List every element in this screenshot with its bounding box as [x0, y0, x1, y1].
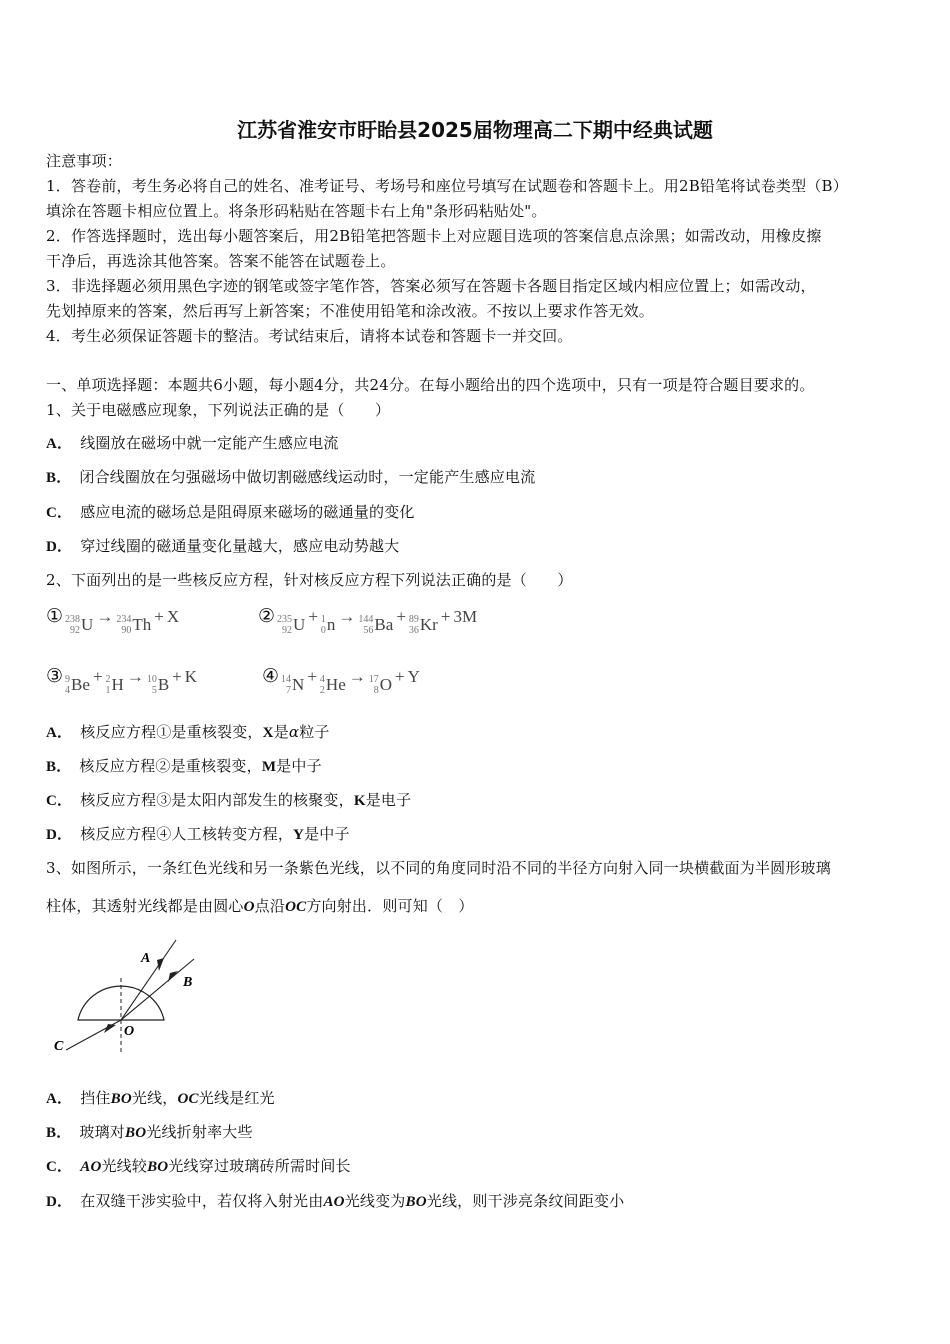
nuclide — [358, 614, 393, 636]
operator: → — [348, 667, 366, 686]
atomic-number: 2 — [319, 685, 325, 696]
option-var: M — [261, 759, 277, 775]
nuclide — [65, 674, 90, 696]
q2-option-c — [46, 790, 411, 811]
mass-number: 2 — [105, 674, 111, 685]
atomic-number: 36 — [408, 625, 419, 636]
option-text: 是 — [273, 723, 289, 741]
nuclide — [321, 614, 336, 636]
nuclide-symbol: Kr — [419, 615, 438, 634]
q2-option-a — [46, 722, 330, 743]
atomic-number: 5 — [151, 685, 157, 696]
nuclide — [453, 607, 477, 627]
equation-number: ③ — [46, 666, 64, 687]
nuclide — [277, 614, 305, 636]
option-label: C． — [46, 793, 73, 809]
option-text: 核反应方程①是重核裂变， — [80, 723, 263, 741]
option-text: 核反应方程④人工核转变方程， — [80, 825, 294, 843]
nuclide — [65, 614, 93, 636]
nuclide-numbers — [277, 614, 292, 636]
nuclide — [167, 607, 179, 627]
mass-number: 10 — [146, 674, 157, 685]
nuclide-symbol: X — [166, 607, 180, 626]
option-label: D． — [46, 1194, 73, 1210]
option-label: D． — [46, 539, 73, 555]
atomic-number: 56 — [363, 625, 374, 636]
operator: + — [440, 607, 451, 626]
mass-number: 235 — [277, 614, 293, 625]
operator: + — [172, 667, 182, 686]
q1-option-c — [46, 502, 415, 523]
option-text: 挡住 — [80, 1089, 111, 1107]
mass-number: 144 — [358, 614, 374, 625]
option-var: BO — [405, 1194, 427, 1210]
stem-text: 方向射出．则可知（ ） — [306, 897, 474, 915]
option-text: 粒子 — [299, 723, 330, 741]
operator: + — [307, 667, 317, 686]
atomic-number: 4 — [65, 685, 71, 696]
nuclide-symbol: He — [325, 675, 346, 694]
nuclide-symbol: 3M — [453, 607, 478, 626]
option-label: B． — [46, 759, 72, 775]
note-line: 2．作答选择题时，选出每小题答案后，用2B铅笔把答题卡上对应题目选项的答案信息点涂黑；如需改动，用橡皮擦 — [46, 227, 822, 245]
option-text: 穿过线圈的磁通量变化量越大，感应电动势越大 — [80, 537, 400, 555]
option-text: 线圈放在磁场中就一定能产生感应电流 — [80, 434, 339, 452]
stem-var: OC — [285, 899, 307, 915]
atomic-number: 92 — [70, 625, 81, 636]
nuclide — [281, 674, 304, 696]
nuclide-symbol: B — [157, 675, 170, 694]
option-label: A． — [46, 725, 73, 741]
option-var: α — [288, 723, 300, 741]
nuclide-symbol: Ba — [374, 615, 394, 634]
mass-number: 4 — [319, 674, 325, 685]
mass-number: 17 — [368, 674, 379, 685]
question-1-stem: 1、关于电磁感应现象，下列说法正确的是（ ） — [46, 401, 391, 419]
option-label: D． — [46, 827, 73, 843]
option-var: BO — [125, 1125, 147, 1141]
nuclide — [106, 674, 124, 696]
q1-option-a — [46, 433, 339, 454]
nuclide — [185, 667, 197, 687]
note-line: 干净后，再选涂其他答案。答案不能答在试题卷上。 — [46, 252, 396, 270]
option-text: 在双缝干涉实验中，若仅将入射光由 — [80, 1192, 324, 1210]
nuclide-numbers — [65, 614, 80, 636]
option-text: 核反应方程③是太阳内部发生的核聚变， — [80, 791, 354, 809]
arrow-icon — [168, 971, 178, 982]
atomic-number: 7 — [286, 685, 292, 696]
option-label: C． — [46, 505, 73, 521]
refraction-diagram — [40, 930, 220, 1060]
q2-option-b — [46, 756, 322, 777]
operator: → — [126, 667, 144, 686]
ray-c — [66, 1020, 121, 1050]
nuclide-numbers — [106, 674, 111, 696]
atomic-number: 92 — [282, 625, 293, 636]
nuclide-numbers — [116, 614, 131, 636]
operator: → — [338, 607, 356, 626]
nuclide-symbol: n — [326, 615, 336, 634]
question-2-stem: 2、下面列出的是一些核反应方程，针对核反应方程下列说法正确的是（ ） — [46, 571, 573, 589]
nuclide — [369, 674, 392, 696]
equation-1 — [46, 605, 179, 636]
option-text: 光线，则干涉亮条纹间距变小 — [426, 1192, 625, 1210]
mass-number: 238 — [65, 614, 81, 625]
label-c: C — [54, 1039, 64, 1054]
option-var: BO — [110, 1091, 132, 1107]
operator: + — [92, 667, 103, 686]
stem-var: O — [243, 899, 255, 915]
label-b: B — [183, 975, 193, 990]
nuclide — [320, 674, 346, 696]
page-title: 江苏省淮安市盱眙县2025届物理高二下期中经典试题 — [237, 118, 713, 142]
mass-number: 9 — [65, 674, 71, 685]
option-text: 光线折射率大些 — [146, 1123, 253, 1141]
nuclide-numbers — [147, 674, 157, 696]
nuclide-symbol: K — [184, 667, 198, 686]
nuclide-symbol: N — [292, 675, 305, 694]
option-var: X — [262, 725, 274, 741]
note-line: 先划掉原来的答案，然后再写上新答案；不准使用铅笔和涂改液。不按以上要求作答无效。 — [46, 302, 655, 320]
atomic-number: 1 — [105, 685, 111, 696]
mass-number: 234 — [116, 614, 132, 625]
question-3-stem: 3、如图所示，一条红色光线和另一条紫色光线，以不同的角度同时沿不同的半径方向射入同一块横截面为半圆形玻璃 — [46, 859, 831, 877]
equation-3 — [46, 665, 197, 696]
option-label: A． — [46, 1091, 73, 1107]
operator: + — [308, 607, 318, 626]
q1-option-d — [46, 536, 399, 557]
nuclide-symbol: H — [111, 675, 124, 694]
option-text: 是中子 — [276, 757, 322, 775]
nuclide — [409, 614, 438, 636]
mass-number: 1 — [320, 614, 326, 625]
q3-option-d — [46, 1191, 624, 1212]
nuclide-numbers — [369, 674, 379, 696]
operator: + — [395, 667, 405, 686]
q3-option-a — [46, 1088, 275, 1109]
nuclide — [408, 667, 420, 687]
mass-number: 89 — [408, 614, 419, 625]
atomic-number: 0 — [320, 625, 326, 636]
option-var: Y — [293, 827, 305, 843]
notes-heading: 注意事项： — [46, 152, 123, 170]
nuclide-symbol: Y — [407, 667, 420, 686]
option-text: 是电子 — [365, 791, 412, 809]
note-line: 1．答卷前，考生务必将自己的姓名、准考证号、考场号和座位号填写在试题卷和答题卡上。用2B铅笔将试卷类型（B） — [46, 177, 848, 195]
atomic-number: 8 — [373, 685, 379, 696]
arrow-icon — [157, 958, 164, 971]
note-line: 3．非选择题必须用黑色字迹的钢笔或签字笔作答，答案必须写在答题卡各题目指定区域内相应位置上；如需改动， — [46, 277, 816, 295]
q3-option-c — [46, 1156, 351, 1177]
label-o: O — [124, 1024, 135, 1039]
label-a: A — [141, 951, 151, 966]
stem-text: 点沿 — [254, 897, 286, 915]
nuclide-symbol: U — [293, 615, 306, 634]
question-3-stem-cont — [46, 896, 474, 917]
option-label: B． — [46, 1125, 72, 1141]
nuclide-symbol: Be — [71, 675, 90, 694]
nuclide-numbers — [409, 614, 419, 636]
option-text: 核反应方程②是重核裂变， — [79, 757, 262, 775]
equation-2 — [258, 605, 477, 636]
note-line: 填涂在答题卡相应位置上。将条形码粘贴在答题卡右上角"条形码粘贴处"。 — [46, 202, 547, 220]
option-text: 光线较 — [101, 1157, 148, 1175]
nuclide-numbers — [320, 674, 325, 696]
nuclide-symbol: O — [379, 675, 393, 694]
option-var: AO — [80, 1159, 102, 1175]
nuclide — [147, 674, 169, 696]
option-var: BO — [147, 1159, 169, 1175]
section-heading: 一、单项选择题：本题共6小题，每小题4分，共24分。在每小题给出的四个选项中，只有一项是符合题目要求的。 — [46, 376, 815, 394]
option-text: 感应电流的磁场总是阻碍原来磁场的磁通量的变化 — [80, 503, 415, 521]
operator: → — [96, 607, 114, 626]
option-label: A． — [46, 436, 73, 452]
option-text: 闭合线圈放在匀强磁场中做切割磁感线运动时，一定能产生感应电流 — [79, 468, 536, 486]
equation-number: ④ — [262, 666, 280, 687]
option-text: 光线变为 — [344, 1192, 406, 1210]
equation-4 — [262, 665, 420, 696]
option-text: 是中子 — [304, 825, 350, 843]
stem-text: 柱体，其透射光线都是由圆心 — [46, 897, 244, 915]
nuclide-symbol: U — [81, 615, 94, 634]
operator: + — [396, 607, 406, 626]
option-text: 玻璃对 — [79, 1123, 126, 1141]
atomic-number: 90 — [121, 625, 132, 636]
nuclide-numbers — [321, 614, 326, 636]
equation-number: ① — [46, 606, 64, 627]
mass-number: 14 — [281, 674, 292, 685]
q3-option-b — [46, 1122, 253, 1143]
option-label: C． — [46, 1159, 73, 1175]
nuclide-symbol: Th — [132, 615, 152, 634]
option-var: K — [353, 793, 366, 809]
option-label: B． — [46, 470, 72, 486]
q2-option-d — [46, 824, 350, 845]
nuclide-numbers — [65, 674, 70, 696]
option-text: 光线是红光 — [198, 1089, 275, 1107]
nuclide-numbers — [358, 614, 373, 636]
equation-number: ② — [258, 606, 276, 627]
option-var: OC — [177, 1091, 199, 1107]
option-text: 光线， — [131, 1089, 178, 1107]
q1-option-b — [46, 467, 535, 488]
option-var: AO — [323, 1194, 345, 1210]
nuclide-numbers — [281, 674, 291, 696]
option-text: 光线穿过玻璃砖所需时间长 — [168, 1157, 351, 1175]
operator: + — [154, 607, 164, 626]
note-line: 4．考生必须保证答题卡的整洁。考试结束后，请将本试卷和答题卡一并交回。 — [46, 327, 573, 345]
nuclide — [116, 614, 151, 636]
